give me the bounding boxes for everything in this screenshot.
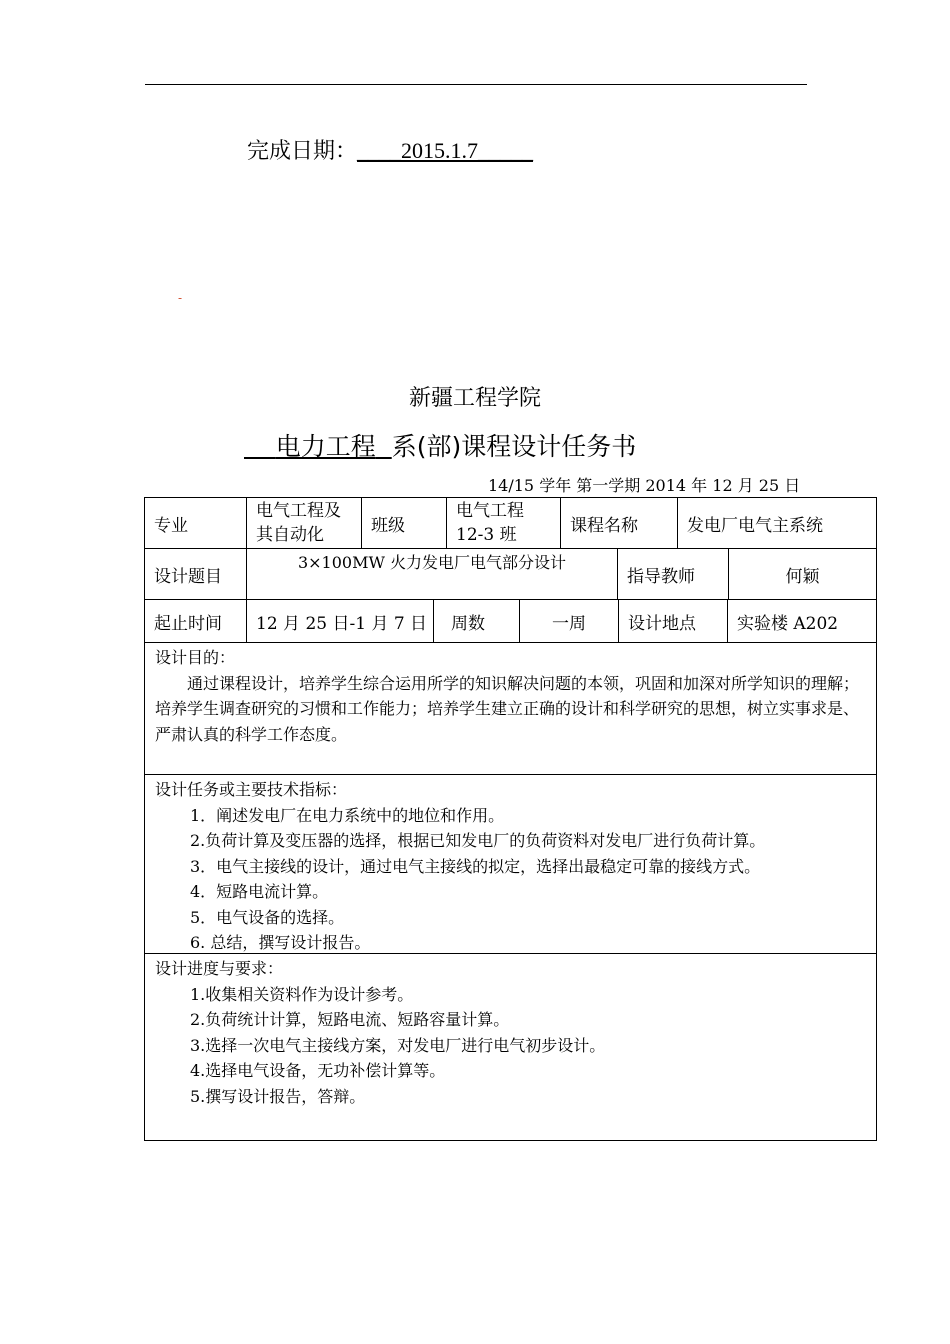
school-name: 新疆工程学院 xyxy=(408,386,541,411)
course-label: 课程名称 xyxy=(560,498,677,548)
purpose-text: 通过课程设计，培养学生综合运用所学的知识解决问题的本领，巩固和加深对所学知识的理解；培养学生调查研究的习惯和工作能力；培养学生建立正确的设计和科学研究的思想，树立实事求是、严肃认真的科学工作态度。 xyxy=(155,673,860,744)
major-label: 专业 xyxy=(154,515,188,536)
info-row-3 xyxy=(144,599,877,643)
time-label: 起止时间 xyxy=(154,613,222,634)
completion-date xyxy=(247,134,533,165)
weeks-value: 一周 xyxy=(519,600,618,642)
place-value: 实验楼 A202 xyxy=(727,600,876,642)
course-value: 发电厂电气主系统 xyxy=(677,498,876,548)
stray-mark: - xyxy=(178,291,183,305)
time-value: 12 月 25 日-1 月 7 日 xyxy=(246,600,433,642)
major-value: 电气工程及 其自动化 xyxy=(246,498,361,548)
progress-item: 2.负荷统计计算，短路电流、短路容量计算。 xyxy=(190,1010,510,1029)
topic-value: 3×100MW 火力发电厂电气部分设计 xyxy=(246,549,617,599)
teacher-label: 指导教师 xyxy=(617,549,728,599)
progress-section xyxy=(144,954,877,1141)
tasks-section xyxy=(144,775,877,954)
document-title xyxy=(244,427,636,463)
title-department: 电力工程 xyxy=(275,432,376,461)
completion-date-label: 完成日期： xyxy=(247,139,358,164)
class-value: 电气工程 12-3 班 xyxy=(446,498,560,548)
progress-item: 3.选择一次电气主接线方案，对发电厂进行电气初步设计。 xyxy=(190,1035,606,1055)
progress-heading: 设计进度与要求： xyxy=(155,959,284,978)
purpose-section xyxy=(144,643,877,775)
purpose-heading: 设计目的： xyxy=(155,648,236,667)
title-blank-right xyxy=(376,432,392,461)
task-item: 4．短路电流计算。 xyxy=(190,882,329,901)
teacher-value: 何颖 xyxy=(728,549,876,599)
title-blank-left xyxy=(244,432,276,461)
topic-label: 设计题目 xyxy=(154,566,222,587)
task-item: 2.负荷计算及变压器的选择，根据已知发电厂的负荷资料对发电厂进行负荷计算。 xyxy=(190,831,766,850)
place-label: 设计地点 xyxy=(618,600,727,642)
info-row-2 xyxy=(144,548,877,600)
info-row-1 xyxy=(144,497,877,549)
progress-item: 5.撰写设计报告，答辩。 xyxy=(190,1086,366,1106)
title-rest: 系(部)课程设计任务书 xyxy=(391,432,637,461)
task-item: 3．电气主接线的设计，通过电气主接线的拟定，选择出最稳定可靠的接线方式。 xyxy=(190,856,761,876)
task-item: 6. 总结，撰写设计报告。 xyxy=(190,933,371,952)
completion-date-value: ____2015.1.7_____ xyxy=(357,138,534,163)
task-item: 5．电气设备的选择。 xyxy=(190,907,345,927)
progress-item: 4.选择电气设备，无功补偿计算等。 xyxy=(190,1061,446,1080)
class-label: 班级 xyxy=(361,498,446,548)
progress-item: 1.收集相关资料作为设计参考。 xyxy=(190,984,414,1004)
top-rule xyxy=(145,84,807,85)
weeks-label: 周数 xyxy=(433,600,519,642)
task-item: 1．阐述发电厂在电力系统中的地位和作用。 xyxy=(190,805,505,825)
term-line: 14/15 学年 第一学期 2014 年 12 月 25 日 xyxy=(488,476,801,495)
tasks-heading: 设计任务或主要技术指标： xyxy=(155,780,348,799)
